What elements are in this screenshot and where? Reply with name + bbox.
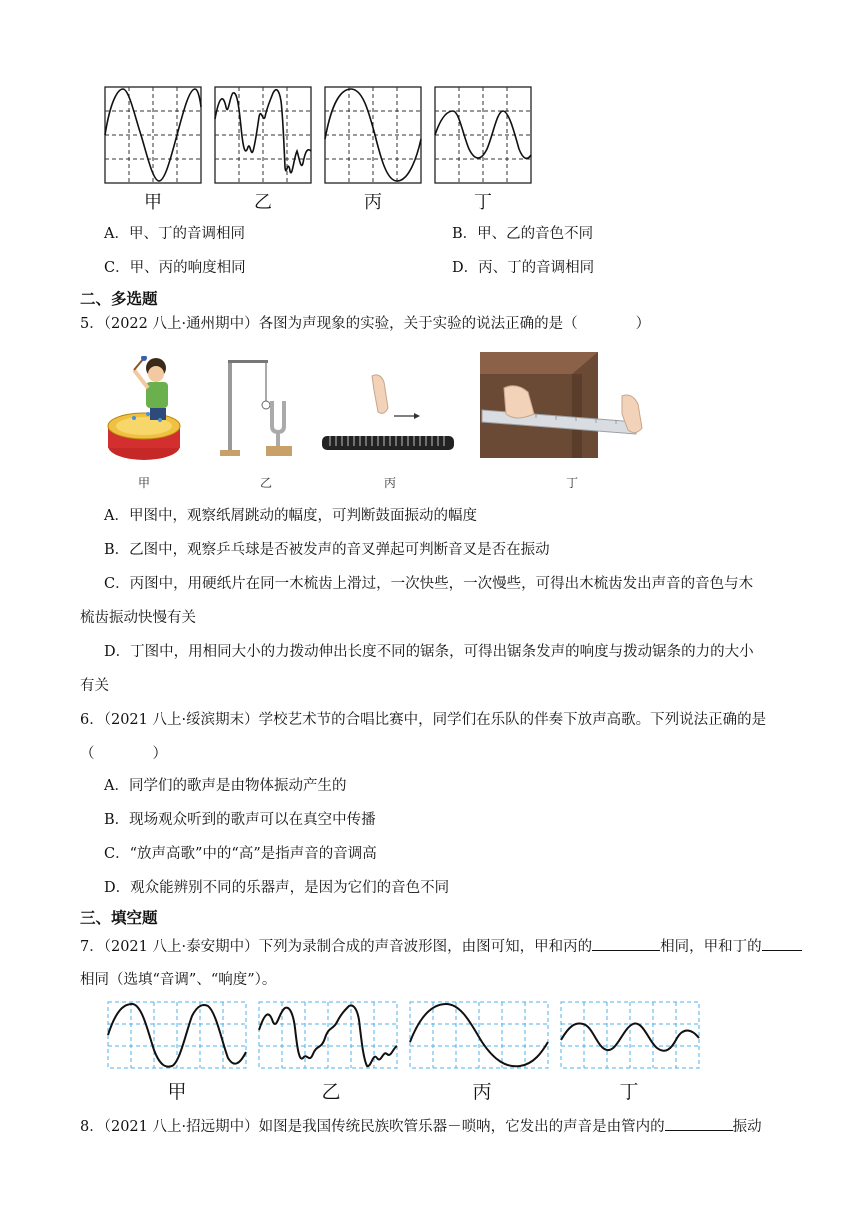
q7-wave-label-yi: 乙 xyxy=(321,1081,341,1103)
q4-wave-label-bing: 丙 xyxy=(364,192,382,213)
q7-wave-panel-bing xyxy=(410,1002,548,1068)
q6-stem-line1: 6．（2021 八上·绥滨期末）学校艺术节的合唱比赛中，同学们在乐队的伴奏下放声高歌。下列说法正确的是 xyxy=(80,712,767,728)
q7-stem-line1 xyxy=(80,936,810,957)
q7-wave-panel-jia xyxy=(108,1002,246,1068)
q6-paren-close: ） xyxy=(152,746,167,762)
q5-option-c-line2: 梳齿振动快慢有关 xyxy=(80,610,196,626)
q7-wave-panel-ding xyxy=(561,1002,699,1068)
q4-wave-panel-ding xyxy=(435,87,531,183)
q5-image-label-bing: 丙 xyxy=(384,476,397,490)
q5-stem-close: ） xyxy=(635,316,651,332)
q5-illustration-yi xyxy=(208,356,304,462)
q4-option-d: D．丙、丁的音调相同 xyxy=(452,260,595,276)
q7-wave-label-jia: 甲 xyxy=(167,1081,187,1103)
q7-stem-line2: 相同（选填“音调”、“响度”）。 xyxy=(80,972,277,988)
q6-stem-line2 xyxy=(80,744,167,764)
q7-stem-part1: 7．（2021 八上·泰安期中）下列为录制合成的声音波形图，由图可知，甲和丙的 xyxy=(80,939,593,955)
q6-option-a: A．同学们的歌声是由物体振动产生的 xyxy=(104,778,347,794)
q5-image-label-yi: 乙 xyxy=(260,476,273,490)
q8-blank-1[interactable] xyxy=(665,1116,733,1131)
q4-wave-panel-jia xyxy=(105,87,201,183)
q4-option-b: B．甲、乙的音色不同 xyxy=(452,226,594,242)
q5-image-label-jia: 甲 xyxy=(138,476,151,490)
q5-stem xyxy=(80,314,650,334)
q4-wave-label-ding: 丁 xyxy=(474,192,492,213)
q5-option-a: A．甲图中，观察纸屑跳动的幅度，可判断鼓面振动的幅度 xyxy=(104,508,477,524)
q4-wave-label-jia: 甲 xyxy=(144,192,162,213)
q6-option-b: B．现场观众听到的歌声可以在真空中传播 xyxy=(104,812,376,828)
q8-stem-part1: 8．（2021 八上·招远期中）如图是我国传统民族吹管乐器－唢呐，它发出的声音是由管内的 xyxy=(80,1119,665,1135)
q4-option-a: A．甲、丁的音调相同 xyxy=(104,226,245,242)
q5-option-d-line2: 有关 xyxy=(80,678,109,694)
q7-blank-1[interactable] xyxy=(592,936,660,951)
q4-option-c: C．甲、丙的响度相同 xyxy=(104,260,246,276)
q7-stem-part2: 相同，甲和丁的 xyxy=(660,939,762,955)
q5-image-label-ding: 丁 xyxy=(566,476,579,490)
q6-option-d: D．观众能辨别不同的乐器声，是因为它们的音色不同 xyxy=(104,880,450,896)
q6-paren-open: （ xyxy=(80,746,95,762)
q5-option-d-line1: D．丁图中，用相同大小的力拨动伸出长度不同的锯条，可得出锯条发声的响度与拨动锯条的力的大小 xyxy=(104,644,754,660)
q7-blank-2[interactable] xyxy=(762,936,802,951)
q4-wave-panel-yi xyxy=(215,87,311,183)
q5-illustration-bing xyxy=(318,372,458,464)
q8-stem-part2: 振动 xyxy=(732,1119,762,1135)
q5-illustration-jia xyxy=(104,356,194,464)
q6-option-c: C．“放声高歌”中的“高”是指声音的音调高 xyxy=(104,846,377,862)
q7-wave-panel-yi xyxy=(259,1002,397,1068)
section-heading-fill-blank: 三、填空题 xyxy=(80,909,158,927)
q8-stem-line1 xyxy=(80,1116,762,1137)
q4-waveform-figure xyxy=(100,82,540,186)
q4-wave-panel-bing xyxy=(325,87,421,183)
q7-wave-label-bing: 丙 xyxy=(472,1081,492,1103)
section-heading-multiple-choice: 二、多选题 xyxy=(80,290,158,308)
q5-option-c-line1: C．丙图中，用硬纸片在同一木梳齿上滑过，一次快些，一次慢些，可得出木梳齿发出声音的音色与木 xyxy=(104,576,754,592)
q7-wave-label-ding: 丁 xyxy=(619,1081,639,1103)
q7-waveform-figure xyxy=(104,998,704,1076)
q4-wave-label-yi: 乙 xyxy=(254,192,272,213)
q5-option-b: B．乙图中，观察乒乓球是否被发声的音叉弹起可判断音叉是否在振动 xyxy=(104,542,550,558)
q5-illustration-ding xyxy=(476,348,656,464)
q5-stem-text: 5．（2022 八上·通州期中）各图为声现象的实验，关于实验的说法正确的是（ xyxy=(80,316,578,332)
